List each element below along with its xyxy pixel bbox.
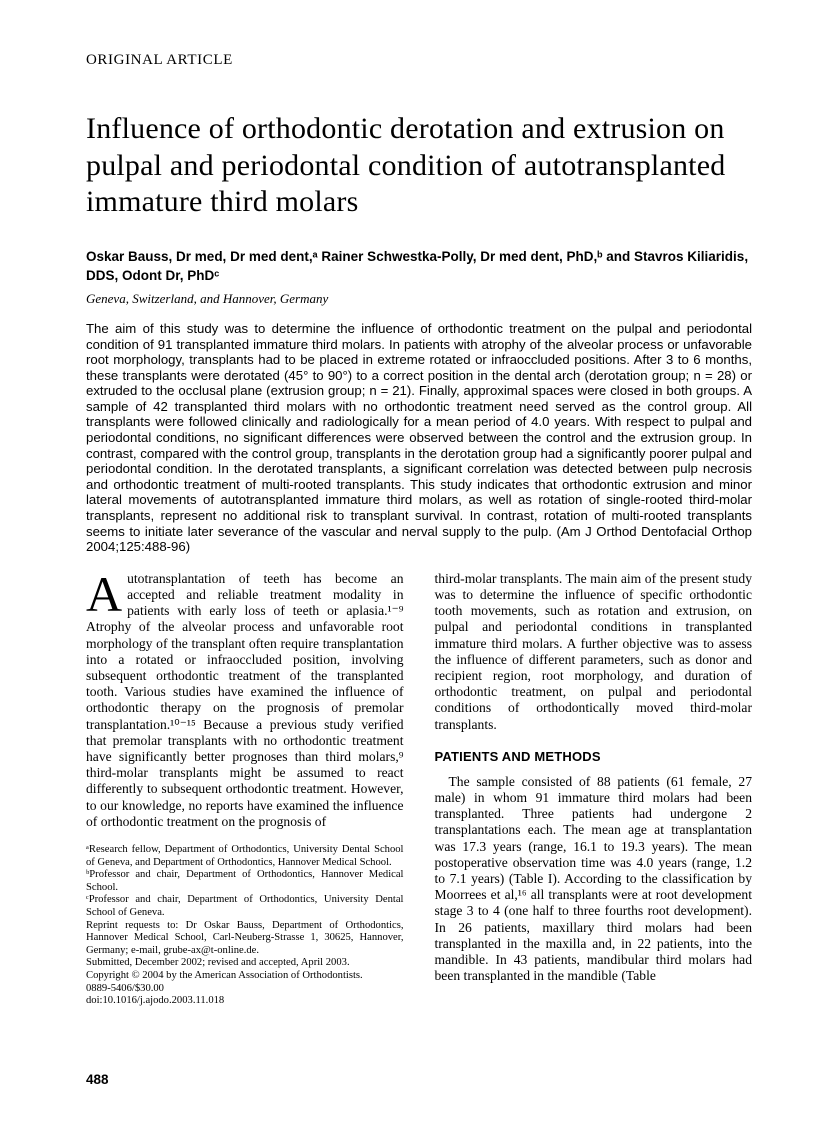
footnote-issn-price: 0889-5406/$30.00 bbox=[86, 982, 164, 994]
footnote-doi: doi:10.1016/j.ajodo.2003.11.018 bbox=[86, 995, 225, 1007]
footnote-copyright: Copyright © 2004 by the American Association of Orthodontists. bbox=[86, 970, 363, 981]
intro-paragraph bbox=[86, 565, 404, 830]
author-line: Oskar Bauss, Dr med, Dr med dent,ᵃ Rainer Schwestka-Polly, Dr med dent, PhD,ᵇ and Stavros Kiliaridis, DDS, Odont Dr, PhDᶜ bbox=[86, 248, 749, 284]
page-number: 488 bbox=[86, 1072, 109, 1087]
footnotes-block bbox=[86, 844, 404, 1008]
article-type-label: ORIGINAL ARTICLE bbox=[86, 52, 233, 68]
intro-paragraph-text: utotransplantation of teeth has become an accepted and reliable treatment modality in patients with early loss of teeth or aplasia.¹⁻⁹ Atrophy of the alveolar process and unfavorable root morphology of the transplant often require transplantation into a rotated or infraoccluded position, involving subsequent orthodontic treatment of the transplanted tooth. Various studies have examined the influence of orthodontic therapy on the prognosis of premolar transplantation.¹⁰⁻¹⁵ Because a previous study verified that premolar transplants with no orthodontic treatment have significantly better prognoses than third molars,⁹ third-molar transplants might be assumed to react differently to subsequent orthodontic treatment. However, to our knowledge, no reports have examined the influence of orthodontic treatment on the prognosis of bbox=[86, 570, 404, 829]
two-column-body bbox=[86, 565, 752, 1008]
footnote-affiliation-a: ᵃResearch fellow, Department of Orthodontics, University Dental School of Geneva, and Department of Orthodontics, Hannover Medical School. bbox=[86, 844, 404, 868]
footnote-affiliation-b: ᵇProfessor and chair, Department of Orthodontics, Hannover Medical School. bbox=[86, 869, 404, 893]
footnote-submission-history: Submitted, December 2002; revised and accepted, April 2003. bbox=[86, 957, 350, 969]
right-column bbox=[435, 571, 753, 1008]
section-heading-patients-and-methods: PATIENTS AND METHODS bbox=[434, 748, 601, 764]
left-column bbox=[86, 565, 404, 1008]
abstract-paragraph: The aim of this study was to determine the influence of orthodontic treatment on the pulpal and periodontal condition of 91 transplanted immature third molars. In patients with atrophy of the alveolar process or unfavorable root morphology, transplants had to be placed in extreme rotated or infraoccluded positions. After 3 to 6 months, these transplants were derotated (45° to 90°) to a correct position in the dental arch (derotation group; n = 28) or extruded to the occlusal plane (extrusion group; n = 21). Finally, approximal spaces were closed in both groups. A sample of 42 transplanted third molars with no orthodontic treatment need served as the control group. All transplants were followed clinically and radiologically for a mean period of 4.0 years. With respect to pulpal and periodontal conditions, no significant differences were observed between the control and the extrusion group. In contrast, compared with the control group, transplants in the derotation group had a significantly poorer pulpal and periodontal condition. In the derotated transplants, a significant correlation was detected between pulp necrosis and orthodontic treatment of multi-rooted transplants. This study indicates that orthodontic extrusion and minor lateral movements of autotransplanted immature third molars, as well as rotation of single-rooted third-molar transplants, represent no additional risk to transplant survival. In contrast, rotation of multi-rooted transplants seems to initiate later severance of the vascular and nerval supply to the pulp. (Am J Orthod Dentofacial Orthop 2004;125:488-96) bbox=[86, 320, 752, 555]
affiliation-line: Geneva, Switzerland, and Hannover, Germany bbox=[86, 290, 329, 306]
continuation-paragraph: third-molar transplants. The main aim of the present study was to determine the influence of specific orthodontic tooth movements, such as rotation and extrusion, on pulpal and periodontal conditions in transplanted immature third molars. A further objective was to assess the influence of different parameters, such as donor and recipient region, root morphology, and duration of orthodontic treatment, on pulpal and periodontal conditions of orthodontically moved third-molar transplants. bbox=[434, 570, 752, 732]
methods-paragraph: The sample consisted of 88 patients (61 female, 27 male) in whom 91 immature third molars had been transplanted. Three patients had undergone 2 transplantations each. The mean age at transplantation was 17.3 years (range, 16.1 to 19.3 years). The mean postoperative observation time was 4.0 years (range, 1.2 to 7.1 years) (Table I). According to the classification by Moorrees et al,¹⁶ all transplants were at root development stage 3 to 4 (one half to three fourths root development). In 26 patients, maxillary third molars had been transplanted in the maxilla and, in 22 patients, into the mandible. In 43 patients, mandibular third molars had been transplanted in the mandible (Table bbox=[434, 773, 752, 984]
footnote-reprint-requests: Reprint requests to: Dr Oskar Bauss, Department of Orthodontics, Hannover Medical School, Carl-Neuberg-Strasse 1, 30625, Hannover, Germany; e-mail, grube-ax@t-online.de. bbox=[86, 919, 404, 956]
footnote-affiliation-c: ᶜProfessor and chair, Department of Orthodontics, University Dental School of Geneva. bbox=[86, 894, 404, 919]
dropcap-letter: A bbox=[86, 565, 123, 622]
article-title: Influence of orthodontic derotation and extrusion on pulpal and periodontal condition of autotransplanted immature third molars bbox=[86, 112, 726, 219]
